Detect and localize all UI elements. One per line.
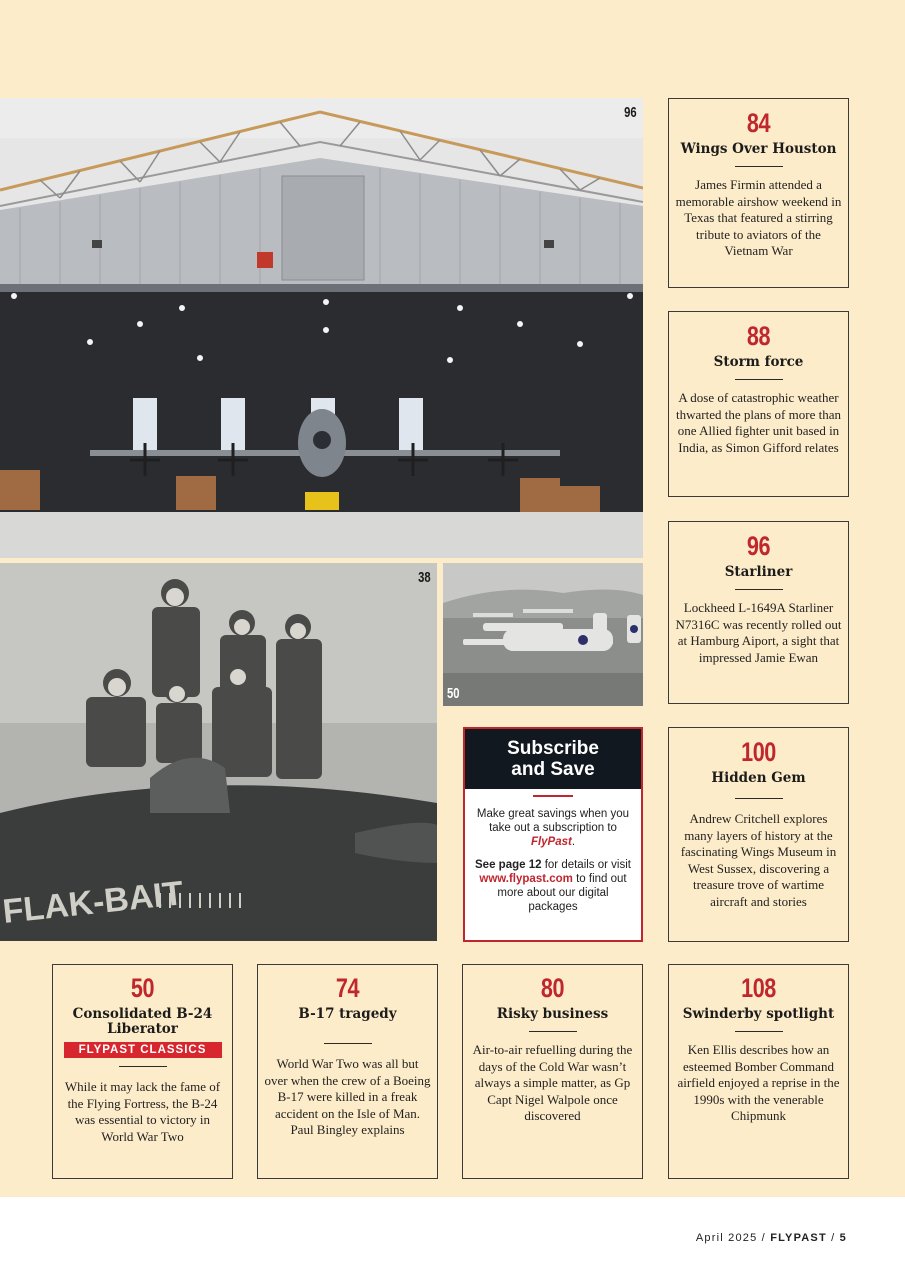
article-description: Andrew Critchell explores many layers of history at the fascinating Wings Museum in West Sussex, discovering a treasure trove of wartime aircraft and stories: [680, 811, 837, 909]
article-card-risky-business[interactable]: [462, 964, 643, 1179]
subscribe-text2: for details or visit: [544, 859, 631, 871]
article-page-number: 108: [741, 973, 776, 1003]
divider: [735, 798, 783, 799]
footer-magazine: FLYPAST: [770, 1232, 827, 1244]
article-title: Starliner: [724, 564, 793, 580]
subscribe-body: [465, 797, 641, 914]
see-page-ref: See page 12: [475, 859, 542, 871]
article-description: A dose of catastrophic weather thwarted the plans of more than one Allied fighter unit based in India, as Simon Gifford relates: [676, 390, 841, 455]
page-ref-38: 38: [418, 569, 431, 586]
subscribe-box[interactable]: [463, 727, 643, 942]
article-page-number: 50: [130, 973, 155, 1003]
article-card-swinderby-spotlight[interactable]: [668, 964, 849, 1179]
page-ref-96: 96: [624, 104, 637, 121]
article-page-number: 84: [746, 108, 771, 138]
divider: [735, 379, 783, 380]
article-page-number: 74: [335, 973, 360, 1003]
subscribe-line1: Subscribe: [507, 738, 599, 759]
divider: [735, 589, 783, 590]
footer-date: April 2025 /: [695, 1232, 771, 1244]
article-description: While it may lack the fame of the Flying Fortress, the B-24 was essential to victory in World War Two: [64, 1079, 221, 1144]
article-title: Consolidated B-24 Liberator: [72, 1006, 213, 1037]
article-page-number: 80: [540, 973, 565, 1003]
b24-photo: [443, 563, 643, 706]
subscribe-dot: .: [571, 836, 576, 848]
nose-art-text: FLAK-BAIT: [0, 874, 186, 931]
article-card-starliner[interactable]: [668, 521, 849, 704]
page-footer: [696, 1232, 847, 1244]
article-title: Wings Over Houston: [680, 141, 837, 157]
divider: [735, 166, 783, 167]
article-card-hidden-gem[interactable]: [668, 727, 849, 942]
subscribe-url-link[interactable]: www.flypast.com: [479, 873, 573, 885]
hangar-photo: [0, 98, 643, 558]
article-title: B-17 tragedy: [298, 1006, 397, 1022]
article-description: James Firmin attended a memorable airshow weekend in Texas that featured a stirring tribute to aviators of the Vietnam War: [675, 177, 842, 258]
divider: [324, 1043, 372, 1044]
article-description: World War Two was all but over when the crew of a Boeing B-17 were killed in a freak accident on the Isle of Man. Paul Bingley explains: [264, 1056, 431, 1137]
article-description: Ken Ellis describes how an esteemed Bomber Command airfield enjoyed a reprise in the 1990s with the venerable Chipmunk: [677, 1042, 840, 1123]
article-page-number: 88: [746, 321, 771, 351]
article-title: Hidden Gem: [711, 770, 806, 786]
article-description: Lockheed L-1649A Starliner N7316C was recently rolled out at Hamburg Aiport, a sight that impressed Jamie Ewan: [675, 600, 842, 665]
page-ref-50: 50: [447, 685, 460, 702]
article-title: Storm force: [713, 354, 804, 370]
article-page-number: 96: [746, 531, 771, 561]
article-page-number: 100: [741, 737, 776, 767]
article-title: Swinderby spotlight: [682, 1006, 835, 1022]
subscribe-text1: Make great savings when you take out a subscription to: [476, 808, 630, 834]
article-card-b17-tragedy[interactable]: [257, 964, 438, 1179]
divider: [529, 1031, 577, 1032]
divider: [119, 1066, 167, 1067]
article-card-wings-over-houston[interactable]: [668, 98, 849, 288]
article-card-storm-force[interactable]: [668, 311, 849, 497]
crew-photo: [0, 563, 437, 941]
subscribe-heading: [465, 729, 641, 789]
footer-separator: /: [826, 1232, 840, 1244]
flypast-classics-badge: FLYPAST CLASSICS: [64, 1042, 222, 1058]
footer-page-number: 5: [839, 1232, 847, 1244]
article-title: Risky business: [496, 1006, 609, 1022]
subscribe-text3: to find out more about our digital packages: [497, 873, 627, 913]
brand-name: FlyPast: [530, 836, 572, 848]
article-description: Air-to-air refuelling during the days of the Cold War wasn’t always a simple matter, as Gp Capt Nigel Walpole once discovered: [472, 1042, 633, 1123]
subscribe-line2: and Save: [511, 759, 595, 780]
divider: [735, 1031, 783, 1032]
article-card-b24-liberator[interactable]: [52, 964, 233, 1179]
